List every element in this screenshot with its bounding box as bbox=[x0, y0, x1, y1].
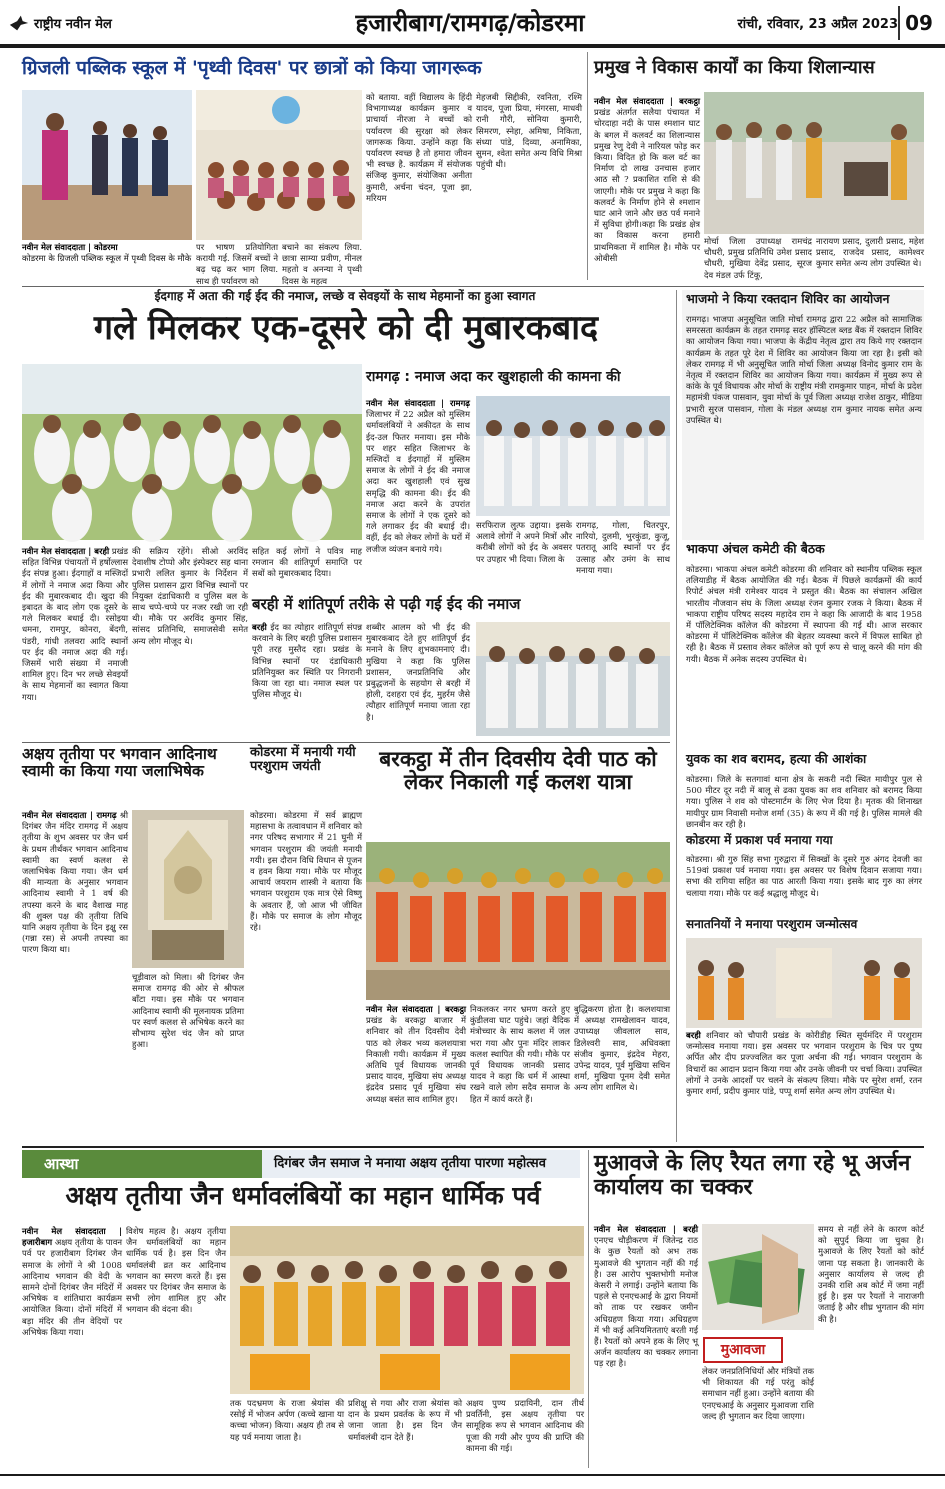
compensation-photo bbox=[702, 1224, 814, 1330]
earth-day-col3: को बताया. वहीं विद्यालय के हिंदी विभागाध्यक्ष कार्यक्रम कुमार व प्राचार्या नीरजा ने बच्चों को पर्यावरण की सुरक्षा को लेकर जागरूक किया. उन्होंने कहा कि पर्यावरण स्वच्छ है तो हमारा जीवन भी स्वच्छ है. कार्यक्रम में संयोजक संजिव्ह कुमार, संयोजिका अनीता कुमारी, अर्चना चंदन, पूजा झा, मरियम bbox=[366, 92, 472, 203]
earth-day-caption: नवीन मेल संवाददाता | कोडरमा कोडरमा के ग्रिजली पब्लिक स्कूल में पृथ्वी दिवस के मौके bbox=[22, 242, 192, 263]
ramgarh-caption: सरफिराज लुत्फ उद्दाया। इसके अलावे लोगों ने अपने मित्रों और करीबी लोगों को ईद के अवसर पर उपहार भी दिया। जिला के bbox=[476, 520, 572, 564]
earth-day-col2: बचाने का संकल्प लिया. छात्रा साम्या प्रवीण, मीनल महतो व अनन्या ने पृथ्वी दिवस के महत्व bbox=[282, 242, 362, 286]
inauguration-headline: प्रमुख ने विकास कार्यों का किया शिलान्यास bbox=[594, 57, 875, 78]
inauguration-caption: मोर्चा जिला उपाध्यक्ष रामचंद्र चौधरी, प्रमुख प्रतिनिधि उमेश प्रसाद चौधरी, मुखिया देवेंद्र प्रसाद, सूरज देव मंडल उर्फ टिंकू, bbox=[704, 236, 812, 280]
bhakpa-col1: कोडरमा। भाकपा अंचल कमेटी कोडरमा की शनिवार को स्थानीय पब्लिक स्कूल तलियाडीह में बैठक आयोजित की गई। बैठक में पिछले कार्यक्रमों की कार्य रिपोर्ट अंचल मंत्री रामेश्वर यादव ने प्रस्तुत की। बैठक का संचालन अखिल भारतीय नौजवान संघ के जिला अध्यक्ष रंजन कुमार रजक ने किया। बैठक में भाकपा राष्ट्रीय परिषद सदस्य महादेव राम ने कहा कि आजादी के बाद 1958 में पॉलिटेक्निक कॉलेज की कोडरमा में स्थापना की गई थी। आज सरकार कोडरमा में पॉलिटेक्निक कॉलेज की बेहतर व्यवस्था करने में विफल साबित हो रही है। बैठक में प्रस्ताव लेकर कॉलेज को पूर्ण रूप से चालू करने की मांग की गयी। बैठक में अनेक सदस्य उपस्थित थे। bbox=[686, 564, 922, 664]
parshuram-kodarma-headline: कोडरमा में मनायी गयी परशुराम जयंती bbox=[250, 745, 356, 775]
prakash-headline: कोडरमा में प्रकाश पर्व मनाया गया bbox=[686, 833, 833, 847]
masthead-logo bbox=[8, 6, 178, 40]
youth-col1: कोडरमा। जिले के सतगावां थाना क्षेत्र के सकरी नदी स्थित मायीपुर पुल से 500 मीटर दूर नदी में बालू से ढका युवक का शव शनिवार को बरामद किया गया। पुलिस ने शव को पोस्टमार्टम के लिए भेज दिया है। मृतक की शिनाख्त मायीपुर ग्राम निवासी मनोज शर्मा (35) के रूप में की गई है। पुलिस मामले की छानबीन कर रही है। bbox=[686, 774, 922, 829]
earth-day-photo bbox=[22, 90, 192, 240]
inauguration-caption-2: नारायण प्रसाद, दुलारी प्रसाद, महेश प्रसाद, राजदेव प्रसाद, कामेश्वर कुमार समेत अन्य लोग उपस्थित थे। bbox=[816, 236, 924, 269]
eid-col1: नवीन मेल संवाददाता | बरही प्रखंड सहित विभिन्न पंचायतों में हर्षोल्लास ईद संपन्न हुआ। ईदगाहों व मस्जिदों में लोगों ने नमाज अदा किया और ईद की मुबारकबाद दी। खुदा की इबादत के बाद लोग एक दूसरे के गले मिलकर बधाई दी। रसोइया धमना, रामपुर, कोनरा, बेंदगी, पंडरी, गांधी तलवरा आदि स्थानों पर ईद की नमाज अदा की गई। जिसमें भारी संख्या में नमाजी शामिल हुए। दिन भर लच्छे सेवइयों के साथ मेहमानों का स्वागत किया गया। bbox=[22, 546, 128, 702]
page-number: 09 bbox=[898, 6, 938, 40]
jain-col4: प्रशिक्षु से गया और राजा श्रेयांस को दान के प्रथम प्रवर्तक के रूप में भी जाना जाता है। इस दिन जैन धर्मावलंबी दान देते हैं। bbox=[348, 1398, 462, 1442]
earth-day-headline: ग्रिजली पब्लिक स्कूल में 'पृथ्वी दिवस' पर छात्रों को किया जागरूक bbox=[22, 57, 482, 79]
compensation-headline: मुआवजे के लिए रैयत लगा रहे भू अर्जन कार्यालय का चक्कर bbox=[594, 1151, 911, 1201]
kalash-col2: निकलकर नगर भ्रमण करते हुए कुंडीलवा घाट पहुंचे। जहां वैदिक मंत्रोच्चार के साथ कलश में जल भरा गया और पुनः मंदिर लाकर कलश स्थापित की गयी। मौके पर पूर्व विधायक जानकी प्रसाद यादव ने कहा कि धर्म में आस्था रखने वाले लोग सदैव समाज के हित में कार्य करते हैं। bbox=[470, 1004, 570, 1104]
ramgarh-photo bbox=[476, 396, 670, 516]
section-title: हजारीबाग/रामगढ़/कोडरमा bbox=[355, 9, 585, 37]
jain-col1: नवीन मेल संवाददाता | हजारीबाग अक्षय तृतीया के पावन पर्व पर हजारीबाग दिगंबर जैन समाज के लोगों ने श्री 1008 आदिनाथ भगवान की वेदी के सामने दोनों दिगंबर जैन मंदिरों में अभिषेक व शांतिधारा कार्यक्रम आयोजित किया। दोनों मंदिरों में बड़ा मंदिर की तीन वेदियों पर अभिषेक किया गया। bbox=[22, 1226, 122, 1337]
parshuram-kodarma-col1: कोडरमा। कोडरमा में सर्व ब्राह्मण महासभा के तत्वावधान में शनिवार को नगर परिषद सभागार में 21 घुनी में भगवान परशुराम की जयंती मनायी गयी। इस दौरान विधि विधान से पूजन व हवन किया गया। मौके पर मौजूद आचार्य जयराम शास्त्री ने बताया कि भगवान परशुराम एक मात्र ऐसे विष्णु के अवतार हैं, जो आज भी जीवित हैं। मौके पर समाज के लोग मौजूद रहे। bbox=[250, 810, 362, 933]
section-tag-sub: दिगंबर जैन समाज ने मनाया अक्षय तृतीया पारणा महोत्सव bbox=[262, 1150, 580, 1178]
inauguration-photo bbox=[704, 92, 924, 234]
jain-col3: तक पदभ्रमण के राजा श्रेयांस की रसोई में भोजन अर्पण (कच्चे खाना या कच्चा भोजन) किया। अक्षय ही तब से यह पर्व मनाया जाता है। bbox=[230, 1398, 344, 1442]
jain-col5: अक्षय पुण्य प्रदायिनी, दान तीर्थ प्रवर्तिनी, इस अक्षय तृतीया पर सामूहिक रूप से भगवान आदिनाथ की पूजा की गयी और पुण्य की प्राप्ति की कामना की गई। bbox=[466, 1398, 584, 1453]
sanatani-col1: बरही शनिवार को चौपारी प्रखंड के कोरीडीह स्थित सूर्यमंदिर में परशुराम जन्मोत्सव मनाया गया। इस अवसर पर भगवान परशुराम के चित्र पर पुष्प अर्पित और दीप प्रज्ज्वलित कर पूजा अर्चना की गई। भगवान परशुराम के विचारों का आदान प्रदान किया गया और उनके जीवनी पर चर्चा किया। उपस्थित लोगों ने उनके आदर्शों पर चलने के संकल्प लिया। मौके पर सुरेश शर्मा, रतन कुमार शर्मा, प्रदीप कुमार पांडे, पप्पू शर्मा समेत अन्य लोग उपस्थित थे। bbox=[686, 1030, 922, 1097]
earth-day-photo-2 bbox=[196, 90, 362, 240]
earth-day-col1: पर भाषण प्रतियोगिता करायी गई. जिसमें बच्चों ने बढ़ चढ़ कर भाग लिया. साथ ही पर्यावरण को bbox=[196, 242, 278, 286]
section-tag-aastha: आस्था bbox=[22, 1150, 262, 1178]
blood-col1: रामगढ़। भाजपा अनुसूचित जाति मोर्चा रामगढ़ द्वारा 22 अप्रैल को सामाजिक समरसता कार्यक्रम के तहत रामगढ़ सदर हॉस्पिटल ब्लड बैंक में रक्तदान शिविर का आयोजन किया गया। भाजपा के केंद्रीय नेतृत्व द्वारा तय किये गए रक्तदान कार्यक्रम के तहत पूरे देश में शिविर का आयोजन किया जा रहा है। इसी को लेकर रामगढ़ में भी अनुसूचित जाति मोर्चा जिला अध्यक्ष विनोद कुमार राम के नेतृत्व में रक्तदान शिविर का आयोजन किया गया। कार्यक्रम में मुख्य रूप से कांके के पूर्व विधायक और मोर्चा के राष्ट्रीय मंत्री रामकुमार पाहन, मोर्चा के प्रदेश महामंत्री पंकज पासवान, युवा मोर्चा के पूर्व जिला अध्यक्ष राजेश ठाकुर, मीडिया प्रभारी सुरज पासवान, गोला के मंडल अध्यक्ष राम कुमार नायक समेत अन्य उपस्थित थे। bbox=[686, 314, 922, 425]
jain-col2: विशेष महत्व है। अक्षय तृतीया जैन धर्मावलंबियों का महान धार्मिक पर्व है। इस दिन जैन धर्मावलंबी व्रत कर आदिनाथ भगवान का स्मरण करते हैं। इस अवसर पर दिगंबर जैन समाज के सभी लोग शामिल हुए और भगवान की वंदना की। bbox=[126, 1226, 226, 1315]
akshaya-headline: अक्षय तृतीया पर भगवान आदिनाथ स्वामी का किया गया जलाभिषेक bbox=[22, 745, 217, 781]
barhi-eid-photo bbox=[476, 622, 670, 736]
sanatani-headline: सनातनियों ने मनाया परशुराम जन्मोत्सव bbox=[686, 917, 858, 931]
eid-col2: की सक्रिय रहेंगे। सीओ अरविंद देवाशीष टोप्पो और इंस्पेक्टर सह थाना प्रभारी ललित कुमार के निर्देशन में पुलिस प्रशासन द्वारा विभिन्न स्थानों पर नियुक्त दंडाधिकारी व पुलिस बल के साथ चप्पे-चप्पे पर नजर रखी जा रही थी। मौके पर अरविंद कुमार सिंह, सांसद प्रतिनिधि, समाजसेवी समेत अन्य लोग मौजूद थे। bbox=[132, 546, 248, 646]
barhi-eid-col1: बरही ईद का त्योहार शांतिपूर्ण संपन्न करवाने के लिए बरही पुलिस प्रशासन पूरी तरह मुस्तैद रहा। प्रखंड के विभिन्न स्थानों पर दंडाधिकारी प्रतिनियुक्त कर स्थिति पर निगरानी किया जा रहा था। नमाज स्थल पर पुलिस मौजूद थे। bbox=[252, 622, 362, 700]
ramgarh-headline: रामगढ़ : नमाज अदा कर खुशहाली की कामना की bbox=[366, 369, 621, 385]
eid-kicker: ईदगाह में अता की गई ईद की नमाज, लच्छे व सेवइयों के साथ मेहमानों का हुआ स्वागत bbox=[154, 289, 536, 303]
compensation-col1: नवीन मेल संवाददाता | बरही एनएच चौड़ीकरण में जितेन्द्र राठ के कुछ रैयतों को अभ तक मुआवजे की भुगतान नहीं की गई है। उस आरोप भुक्तभोगी मनोज केसरी ने लगाई। उन्होंने बताया कि पहले से एनएचआई के द्वारा नियमों को ताक पर रखकर जमीन अधिग्रहण किया गया। अधिग्रहण में भी कई अनियमितताएं बरती गई हैं। रैयतों को अपने हक के लिए भू अर्जन कार्यालय का चक्कर लगाना पड़ रहा है। bbox=[594, 1224, 698, 1369]
compensation-badge: मुआवजा bbox=[703, 1337, 783, 1363]
kalash-col1: नवीन मेल संवाददाता | बरकट्ठा प्रखंड के बरकट्ठा बाजार में शनिवार को तीन दिवसीय देवी पाठ को लेकर भव्य कलशयात्रा निकाली गयी। कार्यक्रम में मुख्य अतिथि पूर्व विधायक जानकी प्रसाद यादव, मुखिया संघ अध्यक्ष इंद्रदेव प्रसाद पूर्व मुखिया संघ अध्यक्ष बसंत साव शामिल हुए। bbox=[366, 1004, 466, 1104]
prakash-col1: कोडरमा। श्री गुरु सिंह सभा गुरुद्वारा में सिक्खों के दूसरे गुरु अंगद देवजी का 519वां प्रकाश पर्व मनाया गया। इस अवसर पर विशेष दिवान सजाया गया। सभा की रागिया सहित का पाठ आरती किया गया। इसके बाद गुरु का लंगर चलाया गया। मौके पर कई श्रद्धालु मौजूद थे। bbox=[686, 854, 922, 898]
eid-photo bbox=[22, 364, 362, 540]
youth-body-headline: युवक का शव बरामद, हत्या की आशंका bbox=[686, 751, 867, 766]
compensation-col2: लेकर जनप्रतिनिधियों और मंत्रियों तक भी शिकायत की गई परंतु कोई समाधान नहीं हुआ। उन्होंने बताया की एनएचआई के अनुसार मुआवजा राशि जल्द ही भुगतान कर दिया जाएगा। bbox=[702, 1366, 814, 1421]
kalash-photo bbox=[366, 842, 670, 1000]
compensation-col3: समय से नहीं लेने के कारण कोर्ट को सुपुर्द किया जा चुका है। मुआवजे के लिए रैयतों को कोर्ट जाना पड़ सकता है। जानकारी के अनुसार कार्यालय से जल्द ही उनकी राशि अब कोर्ट में जमा नहीं हुई है। इस पर रैयतों ने नाराजगी जताई है और शीघ्र भुगतान की मांग की है। bbox=[818, 1224, 924, 1324]
jain-headline: अक्षय तृतीया जैन धर्मावलंबियों का महान धार्मिक पर्व bbox=[65, 1181, 541, 1210]
masthead-rule bbox=[0, 44, 945, 48]
ramgarh-col1: नवीन मेल संवाददाता | रामगढ़ जिलाभर में 22 अप्रैल को मुस्लिम धर्मावलंबियों ने अकीदत के साथ ईद-उल फितर मनाया। इस मौके पर शहर सहित जिलाभर के मस्जिदों व ईदगाहों में मुस्लिम समाज के लोगों ने ईद की नमाज अदा कर खुशहाली एवं सुख समृद्धि की कामना की। ईद की नमाज अदा करने के उपरांत समाज के लोगों ने एक दूसरे को गले लगाकर ईद की बधाई दी। वहीं, ईद को लेकर लोगों के घरों में लजीज व्यंजन बनाये गये। bbox=[366, 398, 470, 554]
akshaya-col1: नवीन मेल संवाददाता | रामगढ़ श्री दिगंबर जैन मंदिर रामगढ़ में अक्षय तृतीया के शुभ अवसर पर जैन धर्म के प्रथम तीर्थंकर भगवान आदिनाथ स्वामी का स्वर्ण कलश से जलाभिषेक किया गया। जैन धर्म की मान्यता के अनुसार भगवान आदिनाथ स्वामी ने 1 वर्ष की तपस्या करने के बाद वैशाख माह की शुक्ल पक्ष की तृतीया तिथि यानि अक्षय तृतीया के दिन इक्षु रस (गन्ना रस) से अपनी तपस्या का पारण किया था। bbox=[22, 810, 128, 955]
kalash-col3: बुद्धिकरण होता है। कलशयात्रा में अध्यक्ष रामखेलावन यादव, उपाध्यक्ष जीवलाल साव, डिलेश्वरी साव, अधिवक्ता संजीव कुमार, इंद्रदेव मेहरा, उपेन्द्र यादव, पूर्व मुखिया सचिन शर्मा, मुखिया पूनम देवी समेत अन्य लोग शामिल थे। bbox=[574, 1004, 670, 1093]
bird-logo-icon bbox=[8, 12, 30, 34]
kalash-headline: बरकट्ठा में तीन दिवसीय देवी पाठ को लेकर निकाली गई कलश यात्रा bbox=[379, 747, 657, 795]
eid-headline: गले मिलकर एक-दूसरे को दी मुबारकबाद bbox=[93, 308, 599, 348]
inauguration-text: नवीन मेल संवाददाता | बरकट्ठा प्रखंड अंतर्गत सलैया पंचायत में चोरदाहा नदी के पास श्मशान घाट के बगल में कलवर्ट का शिलान्यास प्रमुख रेणु देवी ने नारियल फोड़ कर किया। विदित हो कि कल वर्ट का निर्माण दो लाख उनचास हजार आठ सौ ? प्रकाशित राशि से की जाएगी। मौके पर प्रमुख ने कहा कि कलवर्ट के निर्माण होने से श्मशान घाट आने जाने और छठ पर्व मनाने में सुविधा होगी।कहा कि प्रखंड क्षेत्र का विकास करना हमारी प्राथमिकता में शामिल है। मौके पर ओबीसी bbox=[594, 96, 700, 263]
akshaya-col2: चूड़ीवाल को मिला। श्री दिगंबर जैन समाज रामगढ़ की ओर से श्रीफल बाँटा गया। इस मौके पर भगवान आदिनाथ स्वामी की मूलनायक प्रतिमा पर स्वर्ण कलश से अभिषेक करने का सौभाग्य सुरेश चंद जैन को प्राप्त हुआ। bbox=[132, 972, 244, 1050]
eid-col3: सहित कई लोगों ने पवित्र माह रमजान की शांतिपूर्ण समाप्ति पर सबों को मुबारकबाद दिया। bbox=[252, 546, 362, 579]
issue-date: रांची, रविवार, 23 अप्रैल 2023 bbox=[737, 17, 898, 32]
blood-headline: भाजमो ने किया रक्तदान शिविर का आयोजन bbox=[686, 291, 890, 306]
sanatani-photo bbox=[686, 938, 922, 1028]
earth-day-col4: मेहजबी सिद्दीकी, रवनिता, रश्मि यादव, पूजा प्रिया, मंगरसा, माधवी रानी गौरी, सोनिया कुमारी, सिमरण, स्नेहा, अमिषा, निकिता, संध्या पांडे, दिव्या, अनामिका, सुमन, श्वेता समेत अन्य विधि मिश्रा पहुंची थी। bbox=[476, 92, 582, 170]
barhi-eid-col2: शब्बीर आलम को भी ईद की मुबारकबाद देते हुए शांतिपूर्ण ईद मनाने के लिए शुभकामनाएं दी। मुखिया ने कहा कि पुलिस प्रशासन, जनप्रतिनिधि और प्रबुद्धजनों के सहयोग से बरही में होली, दशहरा एवं ईद, मुहर्रम जैसे त्यौहार शांतिपूर्ण मनाया जाता रहा है। bbox=[366, 622, 470, 722]
logo-text: राष्ट्रीय नवीन मेल bbox=[34, 17, 112, 32]
barhi-eid-headline: बरही में शांतिपूर्ण तरीके से पढ़ी गई ईद की नमाज bbox=[252, 595, 521, 613]
jain-photo bbox=[230, 1226, 584, 1394]
ramgarh-col3: रामगढ़, गोला, चितरपुर, नारियो, दुलमी, भुरकुंडा, कुजू, पतरातू आदि स्थानों पर ईद उत्साह और उमंग के साथ मनाया गया। bbox=[576, 520, 670, 575]
bhakpa-headline: भाकपा अंचल कमेटी की बैठक bbox=[686, 541, 825, 556]
akshaya-photo bbox=[132, 810, 244, 968]
